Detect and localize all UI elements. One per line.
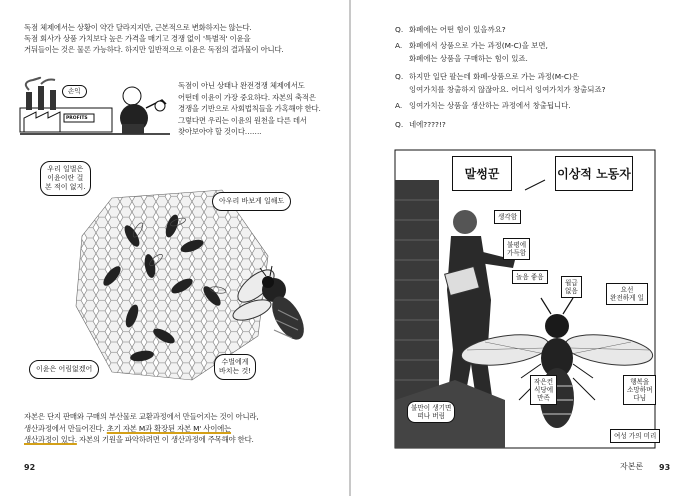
speech-bubble-2: 아우리 바보게 일해도 bbox=[212, 192, 291, 211]
sign-text: 손익 bbox=[62, 85, 87, 98]
qa-line: A. 잉여가치는 상품을 생산하는 과정에서 창출됩니다. bbox=[395, 101, 571, 110]
left-page bbox=[0, 0, 349, 496]
factory-illustration bbox=[20, 78, 170, 140]
intro-paragraph: 독점 체제에서는 상황이 약간 달라지지만, 근본적으로 변화하지는 않는다. 독점 회사가 상품 가치보다 높은 가격을 매기고 경쟁 없이 '특별적' 이윤을 거둬들이는 것은 물론 가능하다. 하지만 일반적으로 이윤은 독점의 결과물이 아니다. bbox=[24, 23, 284, 54]
speech-bubble-1: 우리 일벌은 이윤이란 걸 본 적이 없지. bbox=[40, 161, 91, 196]
label-no-wages: 월급 없음 bbox=[561, 276, 582, 298]
label-sterile: 여성 가의 미리 bbox=[610, 429, 660, 443]
factory-sign: PROFITS bbox=[66, 116, 88, 121]
highlighted-text: 생산과정이 있다. bbox=[24, 435, 77, 444]
page-number-left: 92 bbox=[24, 463, 36, 472]
running-head: 자본론 bbox=[620, 462, 644, 471]
label-happy: 행복을 소망하며 다님 bbox=[623, 375, 656, 405]
label-thinking: 생각함 bbox=[494, 210, 521, 224]
title-ideal-worker: 이상적 노동자 bbox=[555, 156, 633, 191]
qa-line: Q. 하지만 일단 팔는데 화폐-상품으로 가는 과정(M-C)은 bbox=[395, 72, 580, 81]
speech-bubble-4: 수벌에게 바치는 것! bbox=[214, 354, 256, 380]
qa-line: A. 화폐에서 상품으로 가는 과정(M-C)을 보면, bbox=[395, 41, 548, 50]
qa-line: 화폐에는 상품을 구매하는 힘이 있죠. bbox=[409, 54, 528, 63]
highlighted-text: 초기 자본 M과 확장된 자본 M' 사이에는 bbox=[106, 423, 232, 433]
label-perfect: 요선 완전하게 일 bbox=[606, 283, 648, 305]
middle-paragraph: 독점이 아닌 상태나 완전경쟁 체제에서도 어떤데 이윤이 가장 중요하다. 자본의 축적은 경쟁을 기반으로 사회법칙들을 가혹해야 한다. 그렇다면 우리는 이윤의 원천을 다른 데서 찾아보아야 할 것이다……. bbox=[178, 81, 321, 136]
page-number-right: 93 bbox=[659, 463, 671, 472]
bottom-paragraph: 자본은 단지 판매와 구매의 부산물로 교환과정에서 만들어지는 것이 아니라, 생산과정에서 만들어진다. 초기 자본 M과 확장된 자본 M' 사이에는 생산과정이 있다. 자본의 기원을 파악하려면 이 생산과정에 주목해야 한다. bbox=[24, 412, 259, 444]
qa-line: 잉여가치를 창출하지 않잖아요. 어디서 잉여가치가 창출되죠? bbox=[409, 85, 606, 94]
label-likes-play: 놀음 좋음 bbox=[512, 270, 548, 284]
title-troublemaker: 말썽꾼 bbox=[452, 156, 512, 191]
speech-bubble-3: 이윤은 어림없겠어 bbox=[29, 360, 99, 379]
qa-line: Q. 화폐에는 어떤 힘이 있을까요? bbox=[395, 25, 506, 34]
right-page bbox=[351, 0, 700, 496]
label-complains: 불평에 가득함 bbox=[503, 238, 530, 260]
qa-line: Q. 네에????!? bbox=[395, 120, 446, 129]
label-hates: 불만이 생기면 떠나 버림 bbox=[407, 401, 455, 423]
label-loyal: 작은컨 식당에 만족 bbox=[530, 375, 557, 405]
drone-bee-illustration bbox=[232, 262, 312, 350]
